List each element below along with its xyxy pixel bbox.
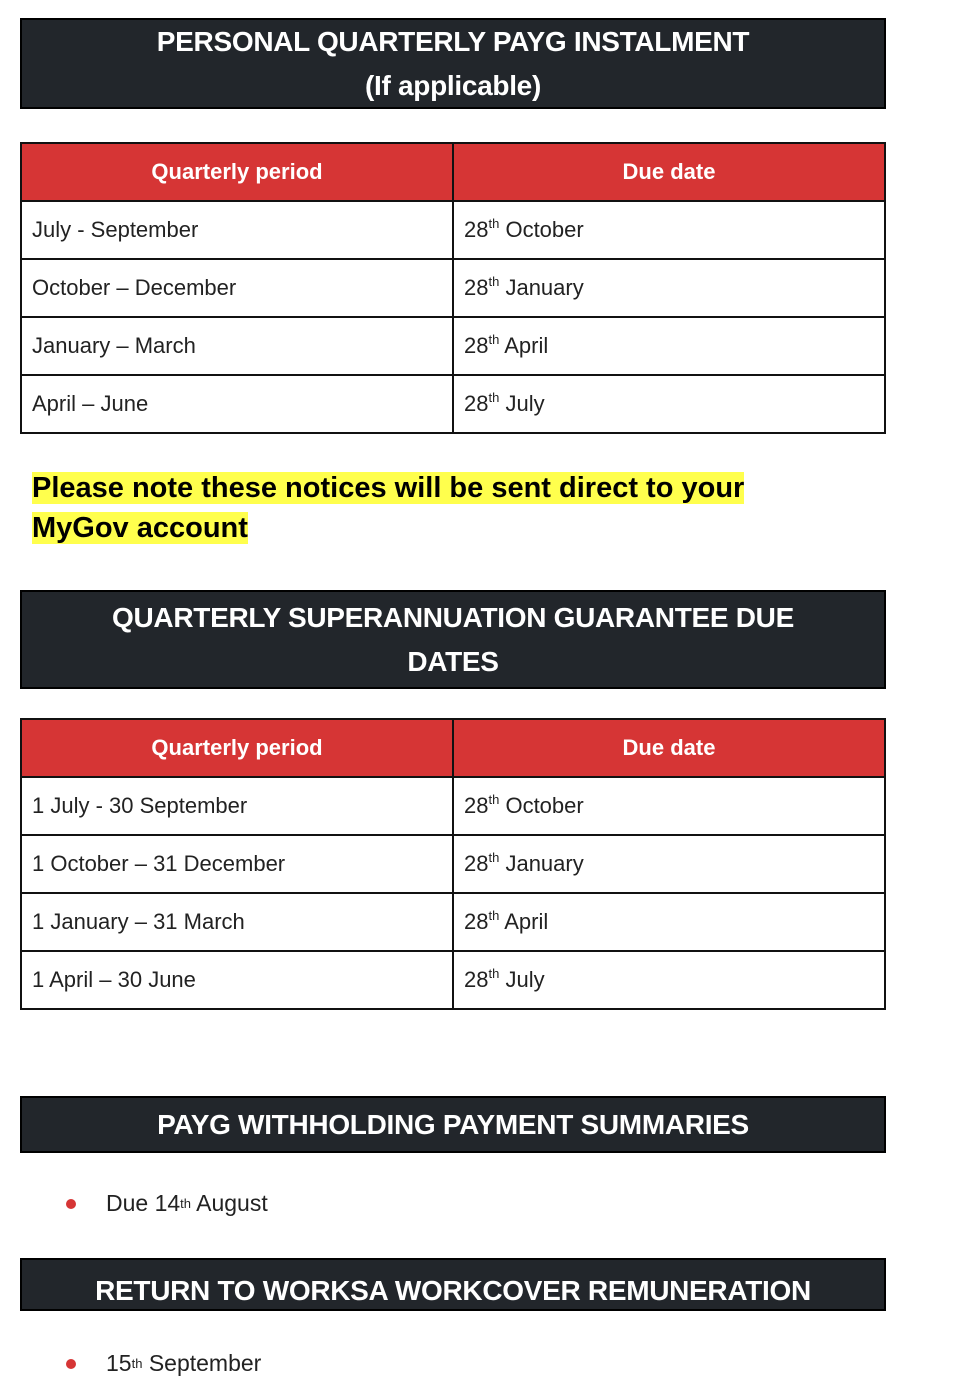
- ordinal-suffix: th: [488, 390, 500, 405]
- bullet-item: Due 14 th August: [66, 1190, 268, 1217]
- due-day: 28: [464, 851, 489, 876]
- due-date-cell: [453, 259, 885, 317]
- ordinal-suffix: th: [488, 850, 500, 865]
- bullet-text: August: [191, 1190, 268, 1216]
- due-date-cell: [453, 951, 885, 1009]
- banner-subtitle: (If applicable): [365, 69, 541, 101]
- bullet-text: September: [142, 1350, 262, 1376]
- bullet-text: Due 14: [106, 1190, 181, 1216]
- column-header: Quarterly period: [21, 719, 453, 777]
- column-header: Due date: [453, 143, 885, 201]
- due-day: 28: [464, 967, 489, 992]
- due-day: 28: [464, 909, 489, 934]
- ordinal-suffix: th: [488, 966, 500, 981]
- ordinal-suffix: th: [488, 216, 500, 231]
- table-row: [21, 201, 885, 259]
- bullet-icon: [66, 1199, 76, 1209]
- section-banner-super-guarantee: [20, 590, 886, 689]
- banner-title-line2: DATES: [407, 645, 499, 677]
- period-cell: October – December: [21, 259, 453, 317]
- ordinal-suffix: th: [488, 908, 500, 923]
- table-row: [21, 259, 885, 317]
- period-cell: April – June: [21, 375, 453, 433]
- due-day: 28: [464, 333, 489, 358]
- column-header: Due date: [453, 719, 885, 777]
- super-guarantee-table: [20, 718, 886, 1010]
- due-date-cell: [453, 777, 885, 835]
- table-row: [21, 835, 885, 893]
- notice-line: Please note these notices will be sent direct to your: [32, 472, 745, 504]
- ordinal-suffix: th: [488, 274, 500, 289]
- due-date-cell: [453, 375, 885, 433]
- column-header: Quarterly period: [21, 143, 453, 201]
- section-banner-payg-withholding: [20, 1096, 886, 1153]
- mygov-notice: [32, 468, 852, 548]
- due-month: July: [505, 967, 545, 992]
- table-row: [21, 375, 885, 433]
- table-row: [21, 951, 885, 1009]
- due-day: 28: [464, 793, 489, 818]
- due-date-cell: [453, 893, 885, 951]
- payg-instalment-table: [20, 142, 886, 434]
- due-month: April: [504, 909, 549, 934]
- period-cell: July - September: [21, 201, 453, 259]
- due-month: April: [504, 333, 549, 358]
- notice-line: MyGov account: [32, 512, 248, 544]
- banner-title: PERSONAL QUARTERLY PAYG INSTALMENT: [156, 25, 750, 57]
- ordinal-suffix: th: [488, 792, 500, 807]
- due-date-cell: [453, 201, 885, 259]
- due-month: October: [505, 793, 584, 818]
- banner-title: QUARTERLY SUPERANNUATION GUARANTEE DUE: [112, 601, 794, 633]
- ordinal-suffix: th: [488, 332, 500, 347]
- period-cell: 1 January – 31 March: [21, 893, 453, 951]
- period-cell: 1 October – 31 December: [21, 835, 453, 893]
- period-cell: 1 July - 30 September: [21, 777, 453, 835]
- due-date-cell: [453, 835, 885, 893]
- section-banner-payg-instalment: [20, 18, 886, 109]
- due-month: January: [505, 275, 584, 300]
- banner-title: RETURN TO WORKSA WORKCOVER REMUNERATION: [95, 1275, 811, 1306]
- due-month: July: [505, 391, 545, 416]
- section-banner-worksa: [20, 1258, 886, 1311]
- period-cell: January – March: [21, 317, 453, 375]
- due-day: 28: [464, 275, 489, 300]
- bullet-item: 15 th September: [66, 1350, 261, 1377]
- period-cell: 1 April – 30 June: [21, 951, 453, 1009]
- due-month: January: [505, 851, 584, 876]
- banner-title: PAYG WITHHOLDING PAYMENT SUMMARIES: [157, 1108, 749, 1140]
- bullet-icon: [66, 1359, 76, 1369]
- table-row: [21, 777, 885, 835]
- table-row: [21, 893, 885, 951]
- table-row: [21, 317, 885, 375]
- due-date-cell: [453, 317, 885, 375]
- due-day: 28: [464, 217, 489, 242]
- bullet-text: 15: [106, 1350, 132, 1376]
- due-day: 28: [464, 391, 489, 416]
- due-month: October: [505, 217, 584, 242]
